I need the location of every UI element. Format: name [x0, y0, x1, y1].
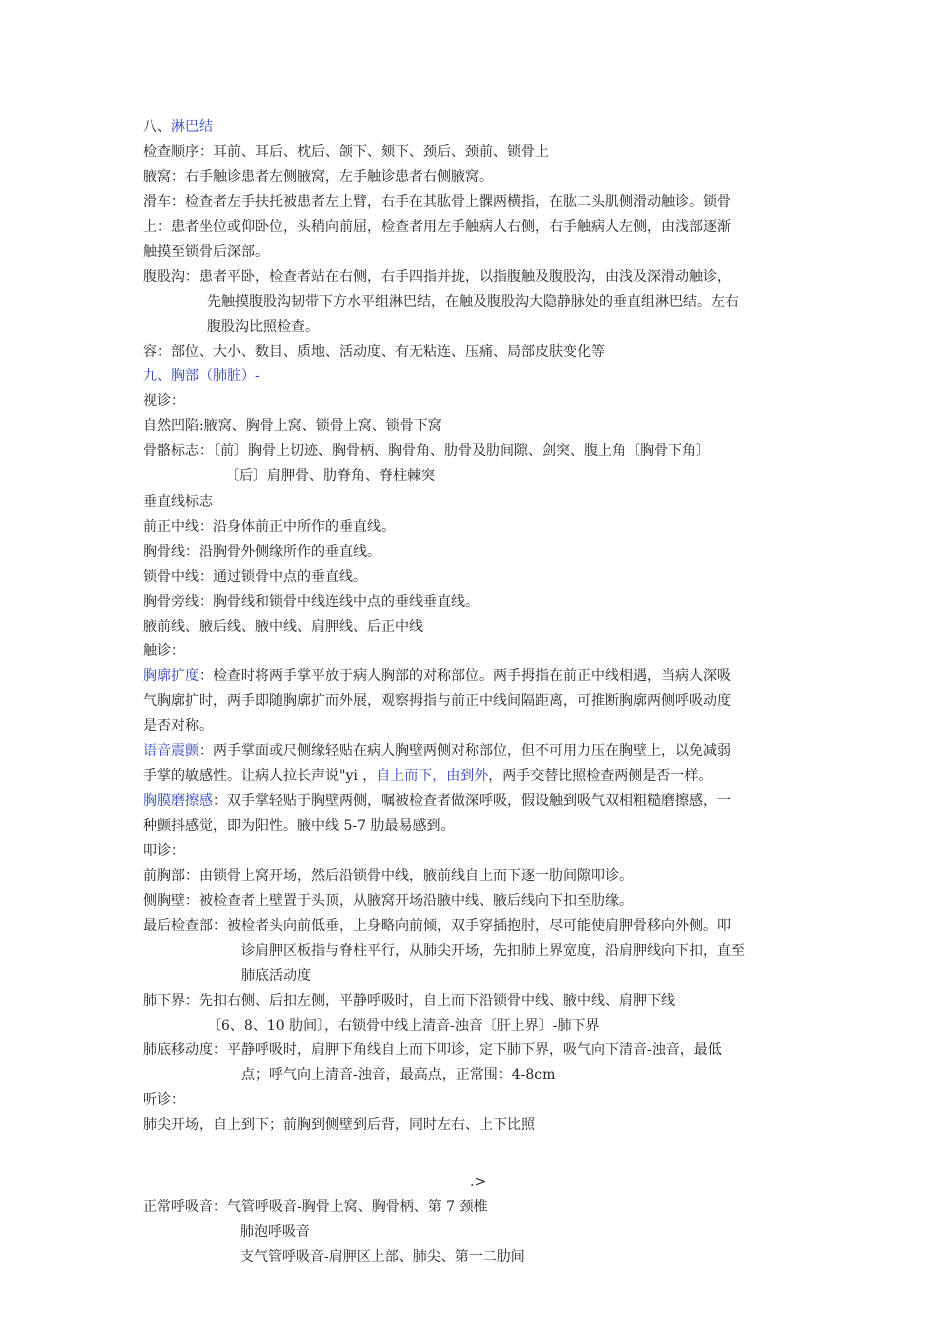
- link-pleural-friction[interactable]: 胸膜磨擦感: [143, 793, 213, 809]
- text-line: 自然凹陷:腋窝、胸骨上窝、锁骨上窝、锁骨下窝: [143, 418, 442, 434]
- text-line: 腹股沟：患者平卧，检查者站在右侧，右手四指并拢，以指腹触及腹股沟，由浅及深滑动触诊，: [143, 269, 731, 285]
- text-line: 肺底移动度：平静呼吸时，肩胛下角线自上而下叩诊，定下肺下界，吸气向下清音-浊音，最低: [143, 1042, 722, 1058]
- text-line: 点；呼气向上清音-浊音，最高点，正常围：4-8cm: [241, 1067, 556, 1083]
- section-heading-chest[interactable]: 九、胸部（肺脏）-: [143, 368, 260, 384]
- text-line: 腋前线、腋后线、腋中线、肩胛线、后正中线: [143, 619, 423, 635]
- text-line: 上：患者坐位或仰卧位，头稍向前屈，检查者用左手触病人右侧，右手触病人左侧，由浅部逐渐: [143, 219, 731, 235]
- text-line: 胸骨旁线：胸骨线和锁骨中线连线中点的垂线垂直线。: [143, 594, 479, 610]
- text-line: 支气管呼吸音-肩胛区上部、肺尖、第一二肋间: [240, 1249, 525, 1265]
- text-line: 触摸至锁骨后深部。: [143, 244, 269, 260]
- text-line: 骨骼标志：〔前〕胸骨上切迹、胸骨柄、胸骨角、肋骨及肋间隙、剑突、腹上角〔胸骨下角〕: [143, 443, 710, 459]
- text-line: 腹股沟比照检查。: [207, 319, 319, 335]
- text-line: 肺底活动度: [241, 968, 311, 984]
- heading-number: 八、: [143, 119, 171, 135]
- text-line: 锁骨中线：通过锁骨中点的垂直线。: [143, 569, 367, 585]
- text-line: 肺泡呼吸音: [240, 1224, 310, 1240]
- text-span: ：双手掌轻贴于胸壁两侧，嘱被检查者做深呼吸，假设触到吸气双相粗糙磨擦感，一: [213, 793, 731, 809]
- text-span: ，两手交替比照检查两侧是否一样。: [488, 768, 713, 784]
- text-line: 垂直线标志: [143, 494, 213, 510]
- link-vocal-fremitus[interactable]: 语音震颤: [143, 743, 199, 759]
- text-line: 气胸廓扩时，两手即随胸廓扩而外展，观察拇指与前正中线间隔距离，可推断胸廓两侧呼吸动度: [143, 693, 731, 709]
- text-line: 〔6、8、10 肋间〕，右锁骨中线上清音-浊音〔肝上界〕-肺下界: [207, 1018, 600, 1034]
- text-line: 前正中线：沿身体前正中所作的垂直线。: [143, 519, 395, 535]
- text-span: ：两手掌面或尺侧缘轻贴在病人胸壁两侧对称部位，但不可用力压在胸壁上，以免减弱: [199, 743, 731, 759]
- text-line: 种颤抖感觉，即为阳性。腋中线 5-7 肋最易感到。: [143, 818, 455, 834]
- text-line: 侧胸壁：被检查者上壁置于头顶，从腋窝开场沿腋中线、腋后线向下扣至肋缘。: [143, 893, 633, 909]
- text-line: 正常呼吸音：气管呼吸音-胸骨上窝、胸骨柄、第 7 颈椎: [143, 1199, 488, 1215]
- link-direction[interactable]: 自上而下，由到外: [376, 768, 489, 784]
- text-line: [143, 766, 712, 786]
- page-marker: .>: [470, 1174, 487, 1190]
- text-line: 滑车：检查者左手扶托被患者左上臂，右手在其肱骨上髁两横指，在肱二头肌侧滑动触诊。锁骨: [143, 194, 731, 210]
- text-line: 前胸部：由锁骨上窝开场，然后沿锁骨中线，腋前线自上而下逐一肋间隙叩诊。: [143, 868, 633, 884]
- text-line: [143, 791, 731, 811]
- subheading-percussion: 叩诊：: [143, 843, 185, 859]
- text-line: 是否对称。: [143, 718, 213, 734]
- text-span: ：检查时将两手掌平放于病人胸部的对称部位。两手拇指在前正中线相遇，当病人深吸: [199, 668, 731, 684]
- text-line: [143, 666, 731, 686]
- section-heading-lymph: [143, 117, 213, 137]
- text-line: 先触摸腹股沟韧带下方水平组淋巴结，在触及腹股沟大隐静脉处的垂直组淋巴结。左右: [207, 294, 739, 310]
- text-line: 腋窝：右手触诊患者左侧腋窝，左手触诊患者右侧腋窝。: [143, 169, 493, 185]
- subheading-auscultation: 听诊：: [143, 1092, 185, 1108]
- subheading-palpation: 触诊：: [143, 643, 185, 659]
- text-line: 最后检查部：被检者头向前低垂，上身略向前倾，双手穿插抱肘，尽可能使肩胛骨移向外侧。叩: [143, 918, 731, 934]
- text-line: 容：部位、大小、数目、质地、活动度、有无粘连、压痛、局部皮肤变化等: [143, 344, 605, 360]
- link-lymph-nodes[interactable]: 淋巴结: [171, 119, 213, 135]
- text-line: 诊肩胛区板指与脊柱平行，从肺尖开场，先扣肺上界宽度，沿肩胛线向下扣，直至: [241, 943, 745, 959]
- text-line: [143, 741, 731, 761]
- text-line: 肺下界：先扣右侧、后扣左侧，平静呼吸时，自上而下沿锁骨中线、腋中线、肩胛下线: [143, 993, 675, 1009]
- subheading-inspection: 视诊：: [143, 393, 185, 409]
- link-chest-expansion[interactable]: 胸廓扩度: [143, 668, 199, 684]
- text-line: 胸骨线：沿胸骨外侧缘所作的垂直线。: [143, 544, 381, 560]
- text-line: 〔后〕肩胛骨、肋脊角、脊柱棘突: [225, 468, 435, 484]
- text-line: 检查顺序：耳前、耳后、枕后、颌下、颏下、颈后、颈前、锁骨上: [143, 144, 549, 160]
- text-line: 肺尖开场，自上到下；前胸到侧壁到后背，同时左右、上下比照: [143, 1117, 535, 1133]
- text-span: 手掌的敏感性。让病人拉长声说"yi ，: [143, 768, 377, 784]
